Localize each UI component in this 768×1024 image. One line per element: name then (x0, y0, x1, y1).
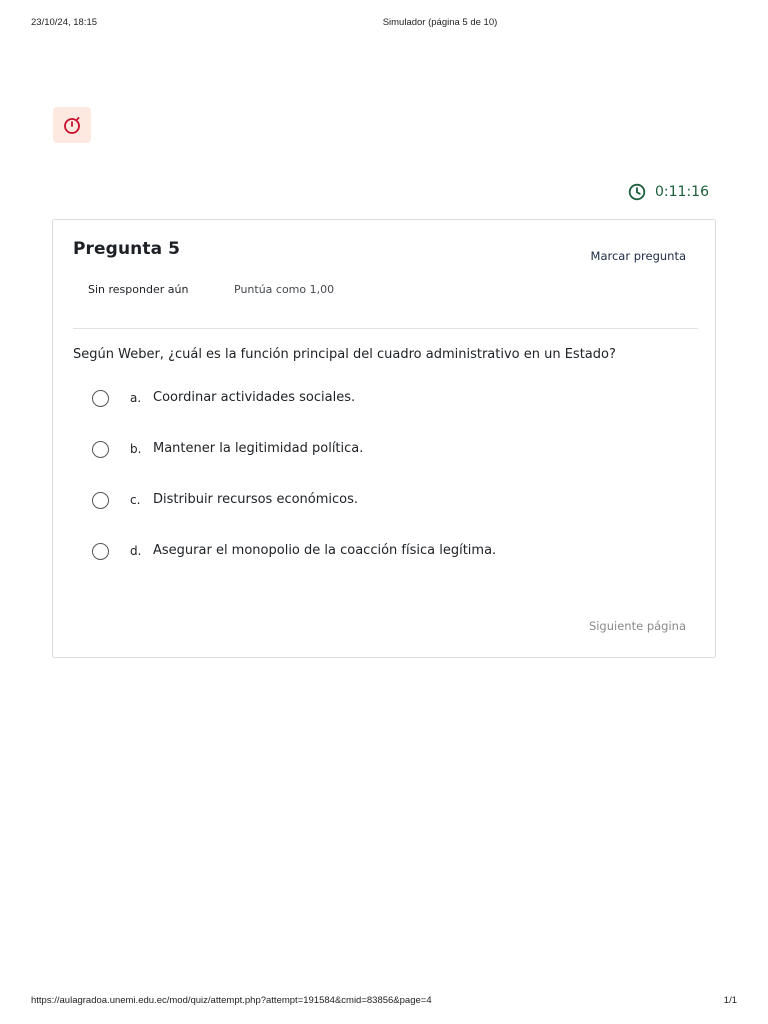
flag-question-link[interactable]: Marcar pregunta (590, 249, 686, 263)
print-datetime: 23/10/24, 18:15 (31, 17, 98, 28)
divider (73, 328, 698, 329)
print-title: Simulador (página 5 de 10) (382, 17, 498, 28)
answer-text[interactable]: Distribuir recursos económicos. (153, 492, 359, 507)
answer-letter: a. (130, 391, 142, 405)
answer-list (92, 390, 692, 594)
print-page-count: 1/1 (723, 995, 737, 1006)
clock-icon (628, 183, 646, 201)
answer-option-a[interactable] (92, 390, 692, 441)
answer-radio[interactable] (92, 441, 109, 458)
answer-text[interactable]: Asegurar el monopolio de la coacción física legítima. (153, 543, 497, 558)
question-title: Pregunta 5 (73, 239, 181, 259)
print-url: https://aulagradoa.unemi.edu.ec/mod/quiz/attempt.php?attempt=191584&cmid=83856&page=4 (31, 995, 432, 1006)
answer-radio[interactable] (92, 492, 109, 509)
question-card (52, 219, 716, 658)
question-grade: Puntúa como 1,00 (234, 283, 335, 296)
answer-radio[interactable] (92, 390, 109, 407)
print-header (0, 17, 768, 31)
answer-text[interactable]: Mantener la legitimidad política. (153, 441, 364, 456)
answer-letter: c. (130, 493, 141, 507)
next-page-button[interactable]: Siguiente página (588, 619, 686, 633)
answer-option-b[interactable] (92, 441, 692, 492)
quiz-activity-icon (53, 107, 91, 143)
answer-text[interactable]: Coordinar actividades sociales. (153, 390, 356, 405)
stopwatch-icon (62, 115, 82, 135)
answer-radio[interactable] (92, 543, 109, 560)
question-text: Según Weber, ¿cuál es la función principal del cuadro administrativo en un Estado? (73, 347, 616, 362)
answer-option-d[interactable] (92, 543, 692, 594)
question-status: Sin responder aún (88, 283, 189, 296)
answer-letter: b. (130, 442, 142, 456)
print-footer (0, 995, 768, 1009)
timer-value: 0:11:16 (655, 184, 709, 200)
quiz-timer (628, 183, 709, 201)
answer-option-c[interactable] (92, 492, 692, 543)
answer-letter: d. (130, 544, 142, 558)
